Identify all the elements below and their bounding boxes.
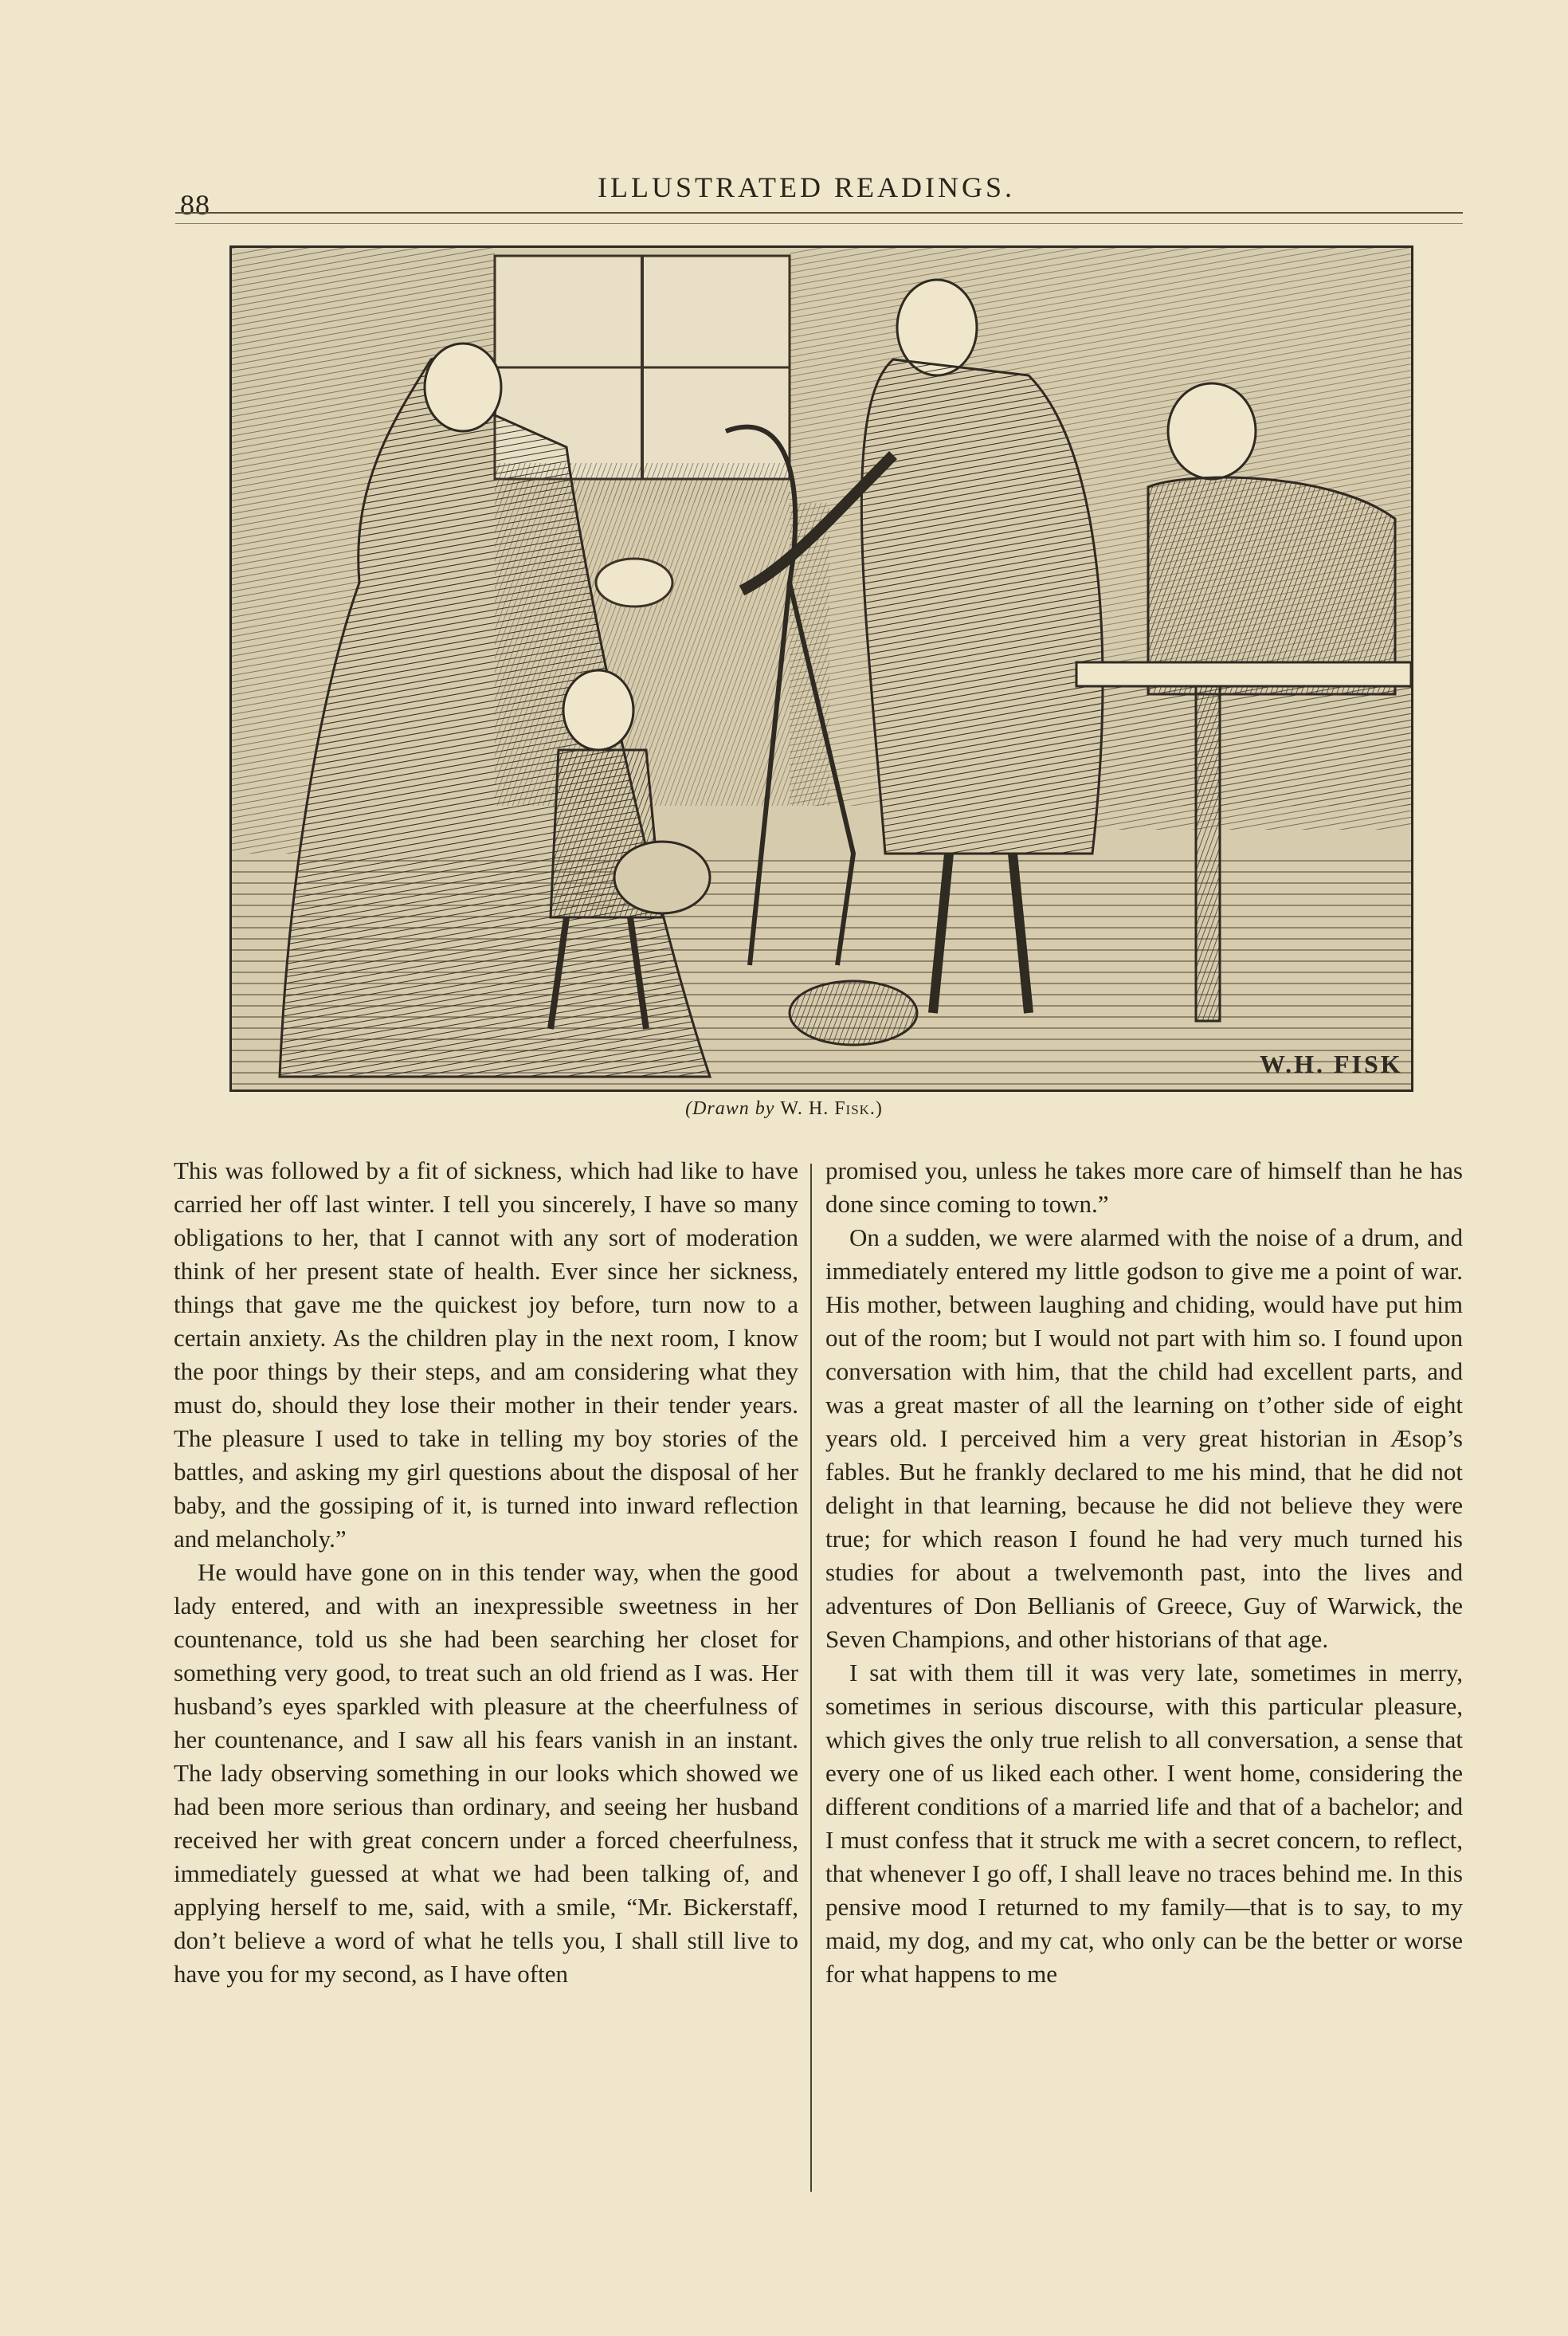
column-divider: [810, 1164, 812, 2192]
illustration-drawing: [232, 248, 1411, 1089]
page-number: 88: [180, 189, 210, 221]
running-title: ILLUSTRATED READINGS.: [598, 171, 1015, 203]
paragraph: I sat with them till it was very late, sometimes in merry, sometimes in serious discourse, with this particular pleasure, which gives the only true relish to all conversation, a sense that every one of us liked each other. I went home, considering the different conditions of a married life and that of a bachelor; and I must confess that it struck me with a secret concern, to reflect, that whenever I go off, I shall leave no traces behind me. In this pensive mood I returned to my family—that is to say, to my maid, my dog, and my cat, who only can be the better or worse for what happens to me: [825, 1659, 1463, 1988]
caption-italic: (Drawn by: [685, 1098, 775, 1119]
illustration-caption: [0, 1098, 1568, 1120]
drum: [614, 842, 710, 913]
paragraph: promised you, unless he takes more care of himself than he has done since coming to town.”: [825, 1156, 1463, 1218]
child-figure: [563, 670, 633, 750]
hat-on-floor: [790, 981, 917, 1045]
left-text-column: [174, 1154, 798, 1991]
seated-man: [1168, 383, 1256, 479]
artist-signature: W.H. FISK: [1260, 1050, 1403, 1078]
teapot: [596, 559, 672, 607]
paragraph: This was followed by a fit of sickness, which had like to have carried her off last winter. I tell you sincerely, I have so many obligations to her, that I cannot with any sort of moderation think of her present state of health. Ever since her sickness, things that gave me the quickest joy before, turn now to a certain anxiety. As the children play in the next room, I know the poor things by their steps, and am considering what they must do, should they lose their mother in their tender years. The pleasure I used to take in telling my boy stories of the battles, and asking my girl questions about the disposal of her baby, and the gossiping of it, is turned into inward reflection and melancholy.”: [174, 1156, 798, 1553]
paragraph: On a sudden, we were alarmed with the noise of a drum, and immediately entered my little godson to give me a point of war. His mother, between laughing and chiding, would have put him out of the room; but I would not part with him so. I found upon conversation with him, that the child had excellent parts, and was a great master of all the learning on t’other side of eight years old. I perceived him a very great historian in Æsop’s fables. But he frankly declared to me his mind, that he did not delight in that learning, because he did not believe they were true; for which reason I found he had very much turned his studies for about a twelvemonth past, into the lives and adventures of Don Bellianis of Greece, Guy of Warwick, the Seven Champions, and other historians of that age.: [825, 1223, 1463, 1653]
right-text-column: [825, 1154, 1463, 1991]
engraved-illustration: [229, 245, 1413, 1092]
right-table: [1076, 662, 1411, 686]
caption-artist: W. H. Fisk.): [780, 1098, 883, 1119]
header-rule-thin: [175, 223, 1463, 224]
header-rule: [175, 212, 1463, 214]
paragraph: He would have gone on in this tender way, when the good lady entered, and with an inexpressible sweetness in her countenance, told us she had been searching her closet for something very good, to treat such an old friend as I was. Her husband’s eyes sparkled with pleasure at the cheerfulness of her countenance, and I saw all his fears vanish in an instant. The lady observing something in our looks which showed we had been more serious than ordinary, and seeing her husband received her with great concern under a forced cheerfulness, immediately guessed at what we had been talking of, and applying herself to me, said, with a smile, “Mr. Bickerstaff, don’t believe a word of what he tells you, I shall still live to have you for my second, as I have often: [174, 1558, 798, 1988]
